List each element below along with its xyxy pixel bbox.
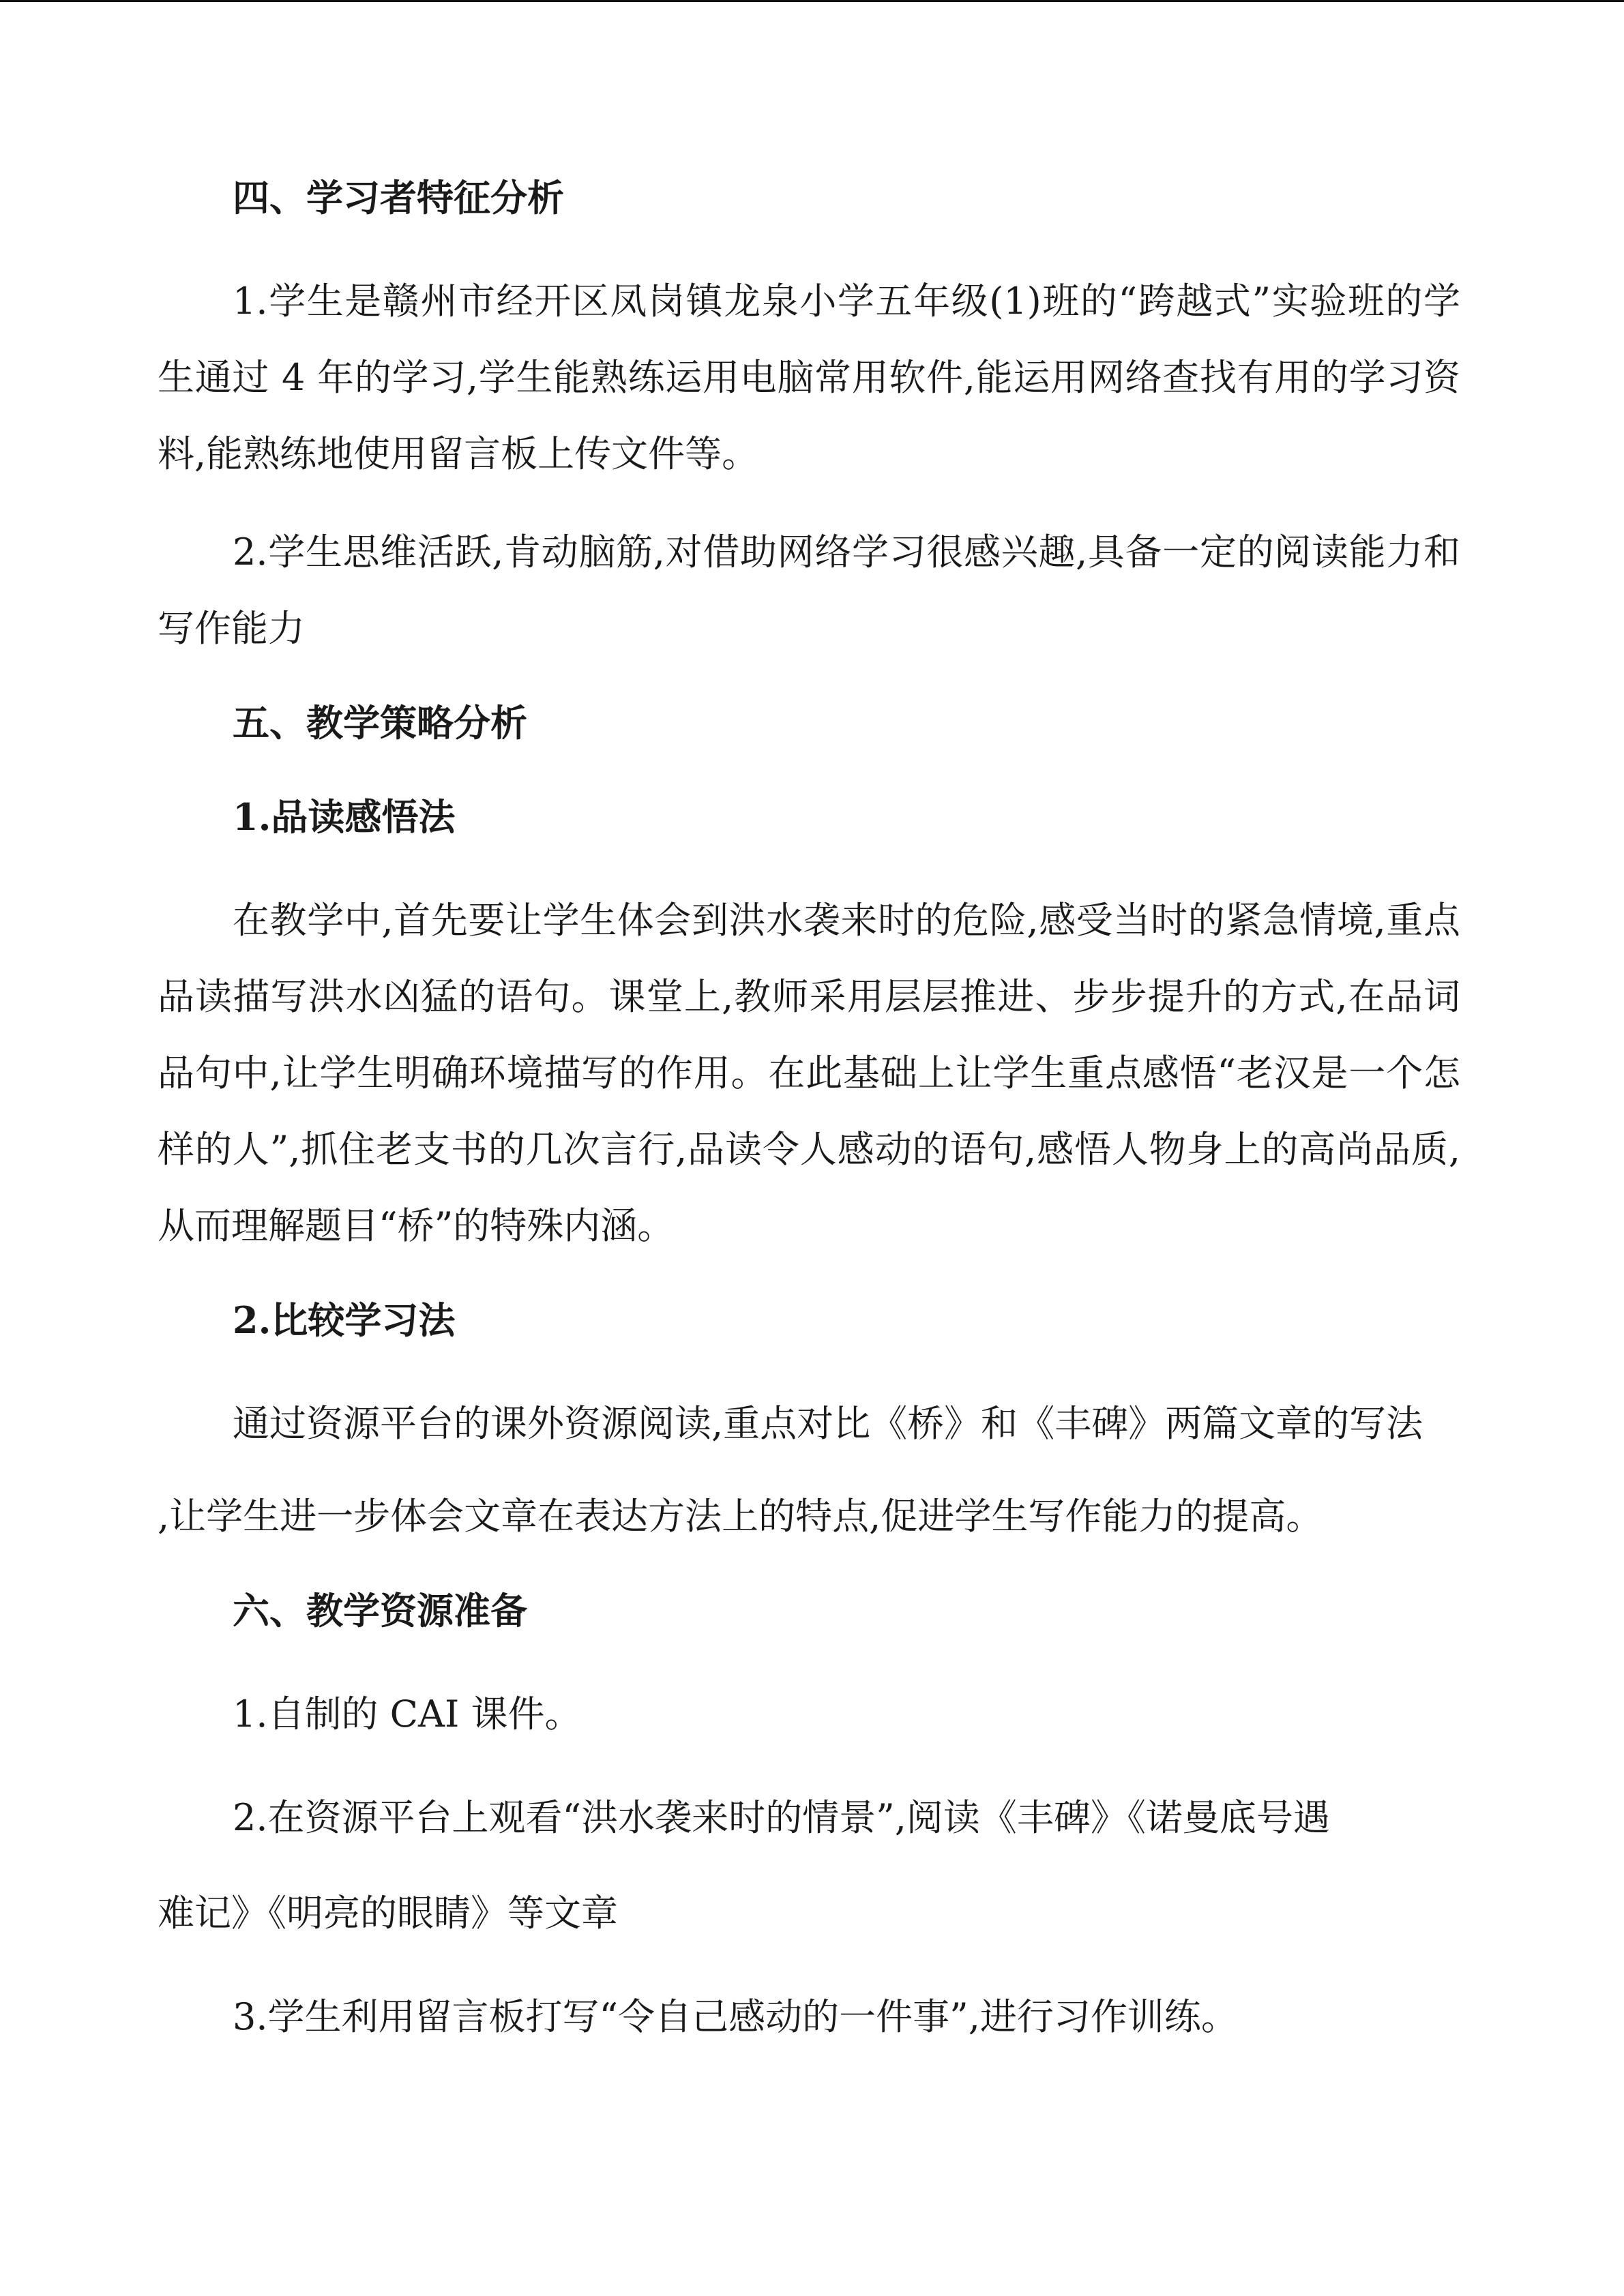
paragraph-learner-2: 2.学生思维活跃,肯动脑筋,对借助网络学习很感兴趣,具备一定的阅读能力和写作能力 (158, 531, 1460, 650)
list-item-resource-2: 2.在资源平台上观看“洪水袭来时的情景”,阅读《丰碑》《诺曼底号遇 (233, 1796, 1330, 1839)
paragraph-learner-1: 1.学生是赣州市经开区凤岗镇龙泉小学五年级(1)班的“跨越式”实验班的学生通过 4 年的学习,学生能熟练运用电脑常用软件,能运用网络查找有用的学习资料,能熟练地使用留言板上传文件等。 (158, 280, 1460, 475)
top-border-line (0, 0, 1624, 2)
document-body (158, 169, 1460, 2077)
section-heading-learner-analysis: 四、学习者特征分析 (233, 176, 564, 220)
list-item-resource-3: 3.学生利用留言板打写“令自己感动的一件事”,进行习作训练。 (233, 1995, 1238, 2038)
section-heading-resource-prep: 六、教学资源准备 (233, 1589, 527, 1632)
paragraph-comparison-continued: ,让学生进一步体会文章在表达方法上的特点,促进学生写作能力的提高。 (158, 1495, 1323, 1538)
section-heading-teaching-strategy: 五、教学策略分析 (233, 701, 527, 745)
subheading-reading-method: 1.品读感悟法 (233, 795, 456, 839)
list-item-resource-1: 1.自制的 CAI 课件。 (233, 1693, 582, 1735)
list-item-resource-2-continued: 难记》《明亮的眼睛》等文章 (158, 1892, 618, 1935)
paragraph-reading-method: 在教学中,首先要让学生体会到洪水袭来时的危险,感受当时的紧急情境,重点品读描写洪水凶猛的语句。课堂上,教师采用层层推进、步步提升的方式,在品词品句中,让学生明确环境描写的作用。在此基础上让学生重点感悟“老汉是一个怎样的人”,抓住老支书的几次言行,品读令人感动的语句,感悟人物身上的高尚品质,从而理解题目“桥”的特殊内涵。 (158, 899, 1460, 1247)
paragraph-comparison-method: 通过资源平台的课外资源阅读,重点对比《桥》和《丰碑》两篇文章的写法 (233, 1402, 1423, 1445)
subheading-comparison-method: 2.比较学习法 (233, 1298, 456, 1342)
